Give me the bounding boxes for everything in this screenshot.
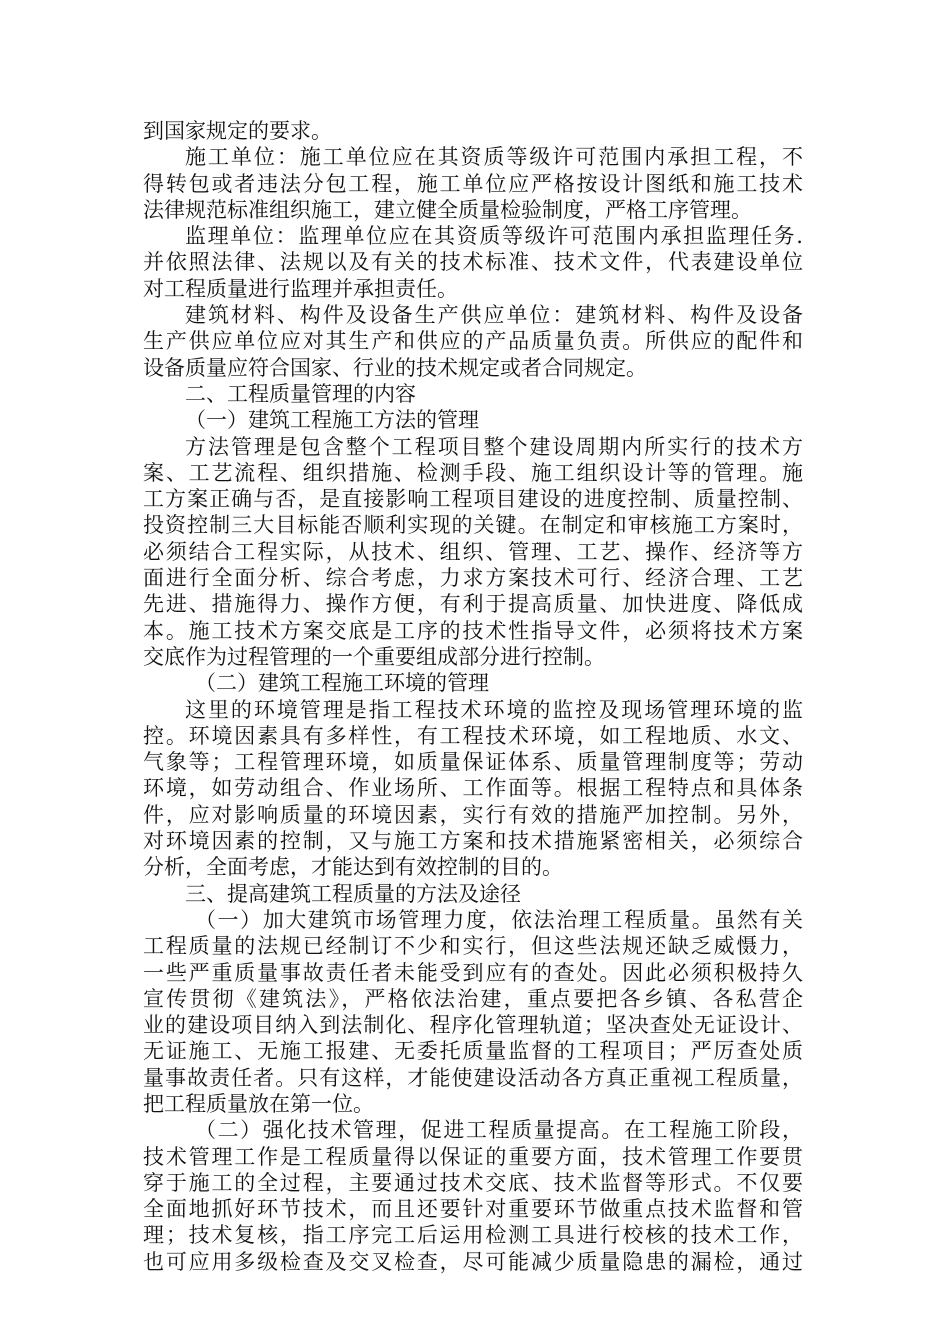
text-line: （一）建筑工程施工方法的管理: [185, 408, 479, 433]
text-line: 工程质量的法规已经制订不少和实行，但这些法规还缺乏威慑力，: [143, 934, 803, 959]
text-line: 业的建设项目纳入到法制化、程序化管理轨道；坚决查处无证设计、: [143, 1013, 803, 1038]
text-line: 法律规范标准组织施工，建立健全质量检验制度，严格工序管理。: [143, 197, 752, 222]
text-line: 建筑材料、构件及设备生产供应单位：建筑材料、构件及设备: [185, 303, 803, 328]
text-line: 对环境因素的控制，又与施工方案和技术措施紧密相关，必须综合: [143, 829, 803, 854]
text-line: 施工单位：施工单位应在其资质等级许可范围内承担工程，不: [185, 145, 803, 170]
text-line: 得转包或者违法分包工程，施工单位应严格按设计图纸和施工技术: [143, 171, 803, 196]
text-line: 并依照法律、法规以及有关的技术标准、技术文件，代表建设单位: [143, 250, 803, 275]
text-line: 无证施工、无施工报建、无委托质量监督的工程项目；严厉查处质: [143, 1039, 803, 1064]
text-line: 本。施工技术方案交底是工序的技术性指导文件，必须将技术方案: [143, 618, 803, 643]
text-line: 件，应对影响质量的环境因素，实行有效的措施严加控制。另外，: [143, 802, 803, 827]
text-line: 必须结合工程实际，从技术、组织、管理、工艺、操作、经济等方: [143, 539, 803, 564]
text-line: 宣传贯彻《建筑法》，严格依法治建，重点要把各乡镇、各私营企: [143, 986, 803, 1011]
text-line: 量事故责任者。只有这样，才能使建设活动各方真正重视工程质量，: [143, 1065, 803, 1090]
text-line: 生产供应单位应对其生产和供应的产品质量负责。所供应的配件和: [143, 329, 803, 354]
text-line: （二）强化技术管理，促进工程质量提高。在工程施工阶段，: [195, 1118, 803, 1143]
text-line: 方法管理是包含整个工程项目整个建设周期内所实行的技术方: [185, 434, 803, 459]
text-line: 这里的环境管理是指工程技术环境的监控及现场管理环境的监: [185, 697, 803, 722]
text-line: 到国家规定的要求。: [143, 119, 332, 143]
text-line: 三、提高建筑工程质量的方法及途径: [185, 881, 521, 906]
text-line: 交底作为过程管理的一个重要组成部分进行控制。: [143, 644, 605, 669]
text-line: 也可应用多级检查及交叉检查，尽可能减少质量隐患的漏检，通过: [143, 1249, 803, 1274]
text-line: 气象等；工程管理环境，如质量保证体系、质量管理制度等；劳动: [143, 750, 803, 775]
text-line: 全面地抓好环节技术，而且还要针对重要环节做重点技术监督和管: [143, 1197, 803, 1222]
text-line: 面进行全面分析、综合考虑，力求方案技术可行、经济合理、工艺: [143, 566, 803, 591]
text-line: 技术管理工作是工程质量得以保证的重要方面，技术管理工作要贯: [143, 1144, 803, 1169]
text-line: 投资控制三大目标能否顺利实现的关键。在制定和审核施工方案时，: [143, 513, 803, 538]
text-line: 环境，如劳动组合、作业场所、工作面等。根据工程特点和具体条: [143, 776, 803, 801]
text-line: 先进、措施得力、操作方便，有利于提高质量、加快进度、降低成: [143, 592, 803, 617]
text-line: 对工程质量进行监理并承担责任。: [143, 276, 458, 301]
document-body: [143, 118, 803, 1275]
text-line: 控。环境因素具有多样性，有工程技术环境，如工程地质、水文、: [143, 723, 803, 748]
text-line: 把工程质量放在第一位。: [143, 1091, 374, 1116]
text-line: 分析，全面考虑，才能达到有效控制的目的。: [143, 855, 563, 880]
text-line: （一）加大建筑市场管理力度，依法治理工程质量。虽然有关: [195, 907, 803, 932]
text-line: 一些严重质量事故责任者未能受到应有的查处。因此必须积极持久: [143, 960, 803, 985]
text-line: 监理单位：监理单位应在其资质等级许可范围内承担监理任务.: [185, 224, 803, 249]
text-line: 设备质量应符合国家、行业的技术规定或者合同规定。: [143, 355, 647, 380]
text-line: 工方案正确与否，是直接影响工程项目建设的进度控制、质量控制、: [143, 487, 803, 512]
text-line: 二、工程质量管理的内容: [185, 381, 416, 406]
text-line: 理；技术复核，指工序完工后运用检测工具进行校核的技术工作，: [143, 1223, 803, 1248]
text-line: 穿于施工的全过程，主要通过技术交底、技术监督等形式。不仅要: [143, 1170, 803, 1195]
text-line: 案、工艺流程、组织措施、检测手段、施工组织设计等的管理。施: [143, 460, 803, 485]
text-line: （二）建筑工程施工环境的管理: [195, 671, 489, 696]
